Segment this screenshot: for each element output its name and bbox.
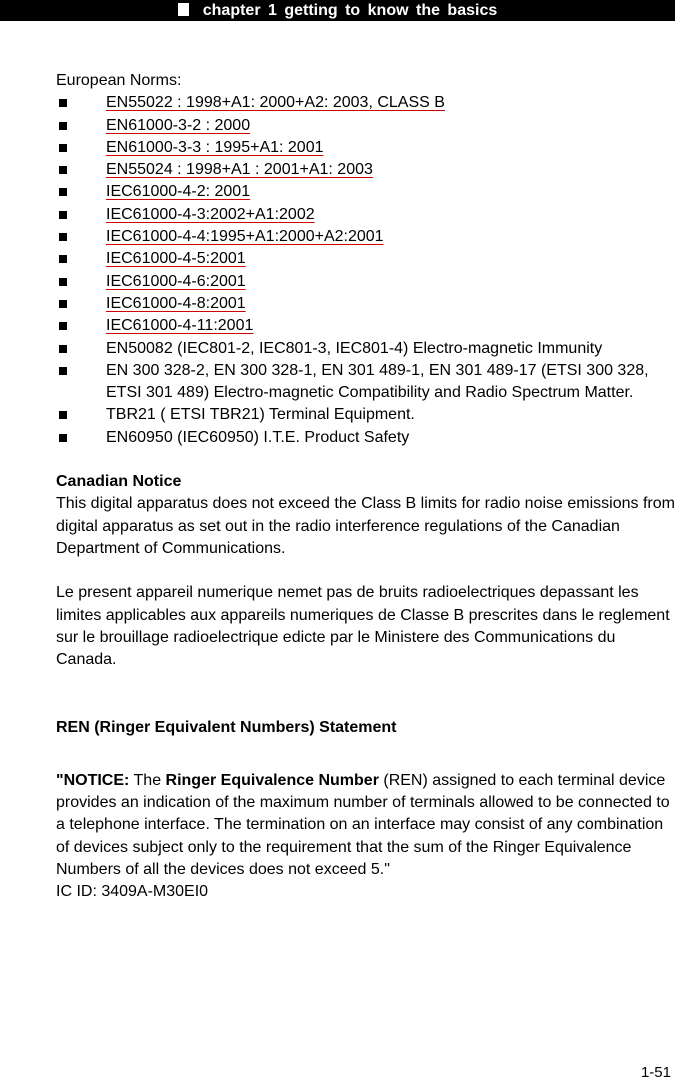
square-bullet-icon bbox=[59, 322, 67, 330]
chapter-title: chapter 1 getting to know the basics bbox=[202, 2, 498, 19]
square-bullet-icon bbox=[59, 434, 67, 442]
ren-notice-paragraph bbox=[56, 770, 675, 881]
square-bullet-icon bbox=[59, 144, 67, 152]
square-bullet-icon bbox=[59, 233, 67, 241]
square-bullet-icon bbox=[59, 255, 67, 263]
ren-term: Ringer Equivalence Number bbox=[165, 771, 379, 789]
norm-item: IEC61000-4-11:2001 bbox=[56, 315, 675, 337]
square-bullet-icon bbox=[59, 345, 67, 353]
notice-the-word: The bbox=[129, 771, 166, 789]
square-bullet-icon bbox=[59, 300, 67, 308]
norm-item: EN55022 : 1998+A1: 2000+A2: 2003, CLASS B bbox=[56, 92, 675, 114]
square-bullet-icon bbox=[59, 122, 67, 130]
norm-item: TBR21 ( ETSI TBR21) Terminal Equipment. bbox=[56, 404, 675, 426]
norm-item: IEC61000-4-6:2001 bbox=[56, 271, 675, 293]
page-content bbox=[56, 70, 675, 904]
canadian-notice-title: Canadian Notice bbox=[56, 473, 182, 491]
square-bullet-icon bbox=[59, 188, 67, 196]
ic-id: IC ID: 3409A-M30EI0 bbox=[56, 883, 209, 901]
canadian-notice-french: Le present appareil numerique nemet pas de bruits radioelectriques depassant les limites applicables aux appareils numeriques de Classe B prescrites dans le reglement sur le brouillage radioelectrique edicte par le Ministere des Communications du Canada. bbox=[56, 584, 670, 669]
square-bullet-icon bbox=[59, 211, 67, 219]
norm-item: EN 300 328-2, EN 300 328-1, EN 301 489-1, EN 301 489-17 (ETSI 300 328, ETSI 301 489) Electro-magnetic Compatibility and Radio Spectrum Matter. bbox=[56, 360, 675, 405]
square-bullet-icon bbox=[59, 99, 67, 107]
header-square-icon bbox=[178, 3, 189, 16]
norm-item: EN50082 (IEC801-2, IEC801-3, IEC801-4) Electro-magnetic Immunity bbox=[56, 338, 675, 360]
ren-statement-title: REN (Ringer Equivalent Numbers) Statement bbox=[56, 719, 397, 737]
chapter-header bbox=[0, 0, 675, 21]
norm-item: EN61000-3-2 : 2000 bbox=[56, 115, 675, 137]
page-number: 1-51 bbox=[640, 1064, 671, 1081]
norm-item: EN60950 (IEC60950) I.T.E. Product Safety bbox=[56, 427, 675, 449]
norm-item: EN55024 : 1998+A1 : 2001+A1: 2003 bbox=[56, 159, 675, 181]
square-bullet-icon bbox=[59, 166, 67, 174]
square-bullet-icon bbox=[59, 278, 67, 286]
norm-item: IEC61000-4-3:2002+A1:2002 bbox=[56, 204, 675, 226]
norm-item: IEC61000-4-5:2001 bbox=[56, 248, 675, 270]
notice-label: "NOTICE: bbox=[56, 771, 130, 789]
notice-body: (REN) assigned to each terminal device provides an indication of the maximum number of terminals allowed to be connected to a telephone interface. The termination on an interface may consist of any combination of devices subject only to the requirement that the sum of the Ringer Equivalence Numbers of all the devices does not exceed 5." bbox=[56, 771, 670, 878]
canadian-notice-english: This digital apparatus does not exceed the Class B limits for radio noise emissions from digital apparatus as set out in the radio interference regulations of the Canadian Department of Communications. bbox=[56, 495, 675, 557]
square-bullet-icon bbox=[59, 367, 67, 375]
norm-item: IEC61000-4-8:2001 bbox=[56, 293, 675, 315]
norm-item: EN61000-3-3 : 1995+A1: 2001 bbox=[56, 137, 675, 159]
square-bullet-icon bbox=[59, 411, 67, 419]
european-norms-title: European Norms: bbox=[56, 72, 182, 89]
norm-item: IEC61000-4-4:1995+A1:2000+A2:2001 bbox=[56, 226, 675, 248]
norm-item: IEC61000-4-2: 2001 bbox=[56, 181, 675, 203]
european-norms-list bbox=[56, 92, 675, 449]
